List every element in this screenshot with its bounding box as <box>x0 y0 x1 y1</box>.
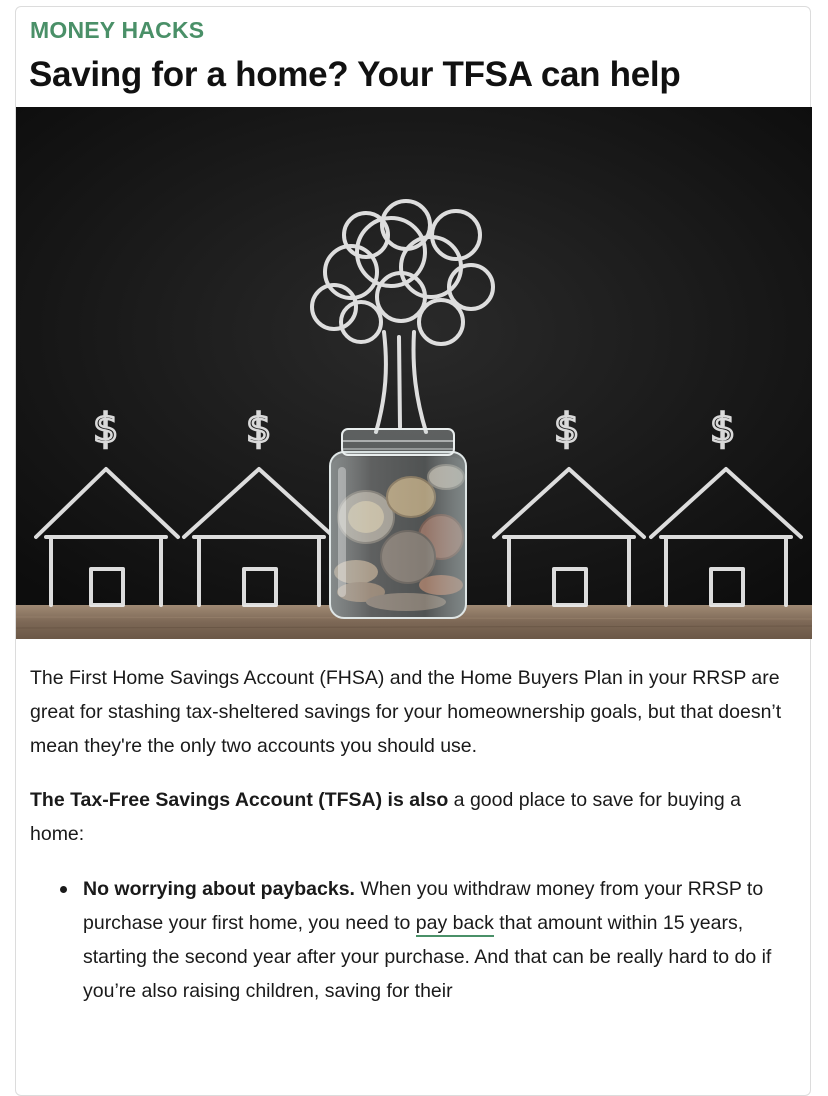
coin-jar-icon <box>330 429 466 618</box>
tfsa-paragraph-bold: The Tax-Free Savings Account (TFSA) is also <box>30 789 449 811</box>
bullet-text-before-link: When you withdraw money from your RRSP to purchase your first home, you need to <box>83 878 764 934</box>
article-card <box>15 6 811 1096</box>
tfsa-paragraph <box>30 783 800 851</box>
dollar-sign-1: $ <box>93 406 119 452</box>
bullet-heading: No worrying about paybacks. <box>83 878 355 900</box>
dollar-sign-3: $ <box>554 406 580 452</box>
dollar-sign-4: $ <box>710 406 736 452</box>
article-title: Saving for a home? Your TFSA can help <box>29 55 681 94</box>
category-kicker[interactable]: MONEY HACKS <box>30 17 205 43</box>
tfsa-paragraph-rest: a good place to save for buying a home: <box>30 789 741 845</box>
pay-back-link[interactable]: pay back <box>416 912 494 937</box>
bullet-icon <box>60 886 67 893</box>
bullet-text-after-link: that amount within 15 years, starting the second year after your purchase. And that can be really hard to do if you’re also raising children, saving for their <box>83 912 772 1002</box>
hero-image <box>16 107 812 639</box>
benefits-list <box>30 872 800 1008</box>
dollar-sign-2: $ <box>246 406 272 452</box>
intro-paragraph: The First Home Savings Account (FHSA) and the Home Buyers Plan in your RRSP are great for stashing tax-sheltered savings for your homeownership goals, but that doesn’t mean they're the only two accounts you should use. <box>30 667 782 757</box>
list-item <box>30 872 800 1008</box>
